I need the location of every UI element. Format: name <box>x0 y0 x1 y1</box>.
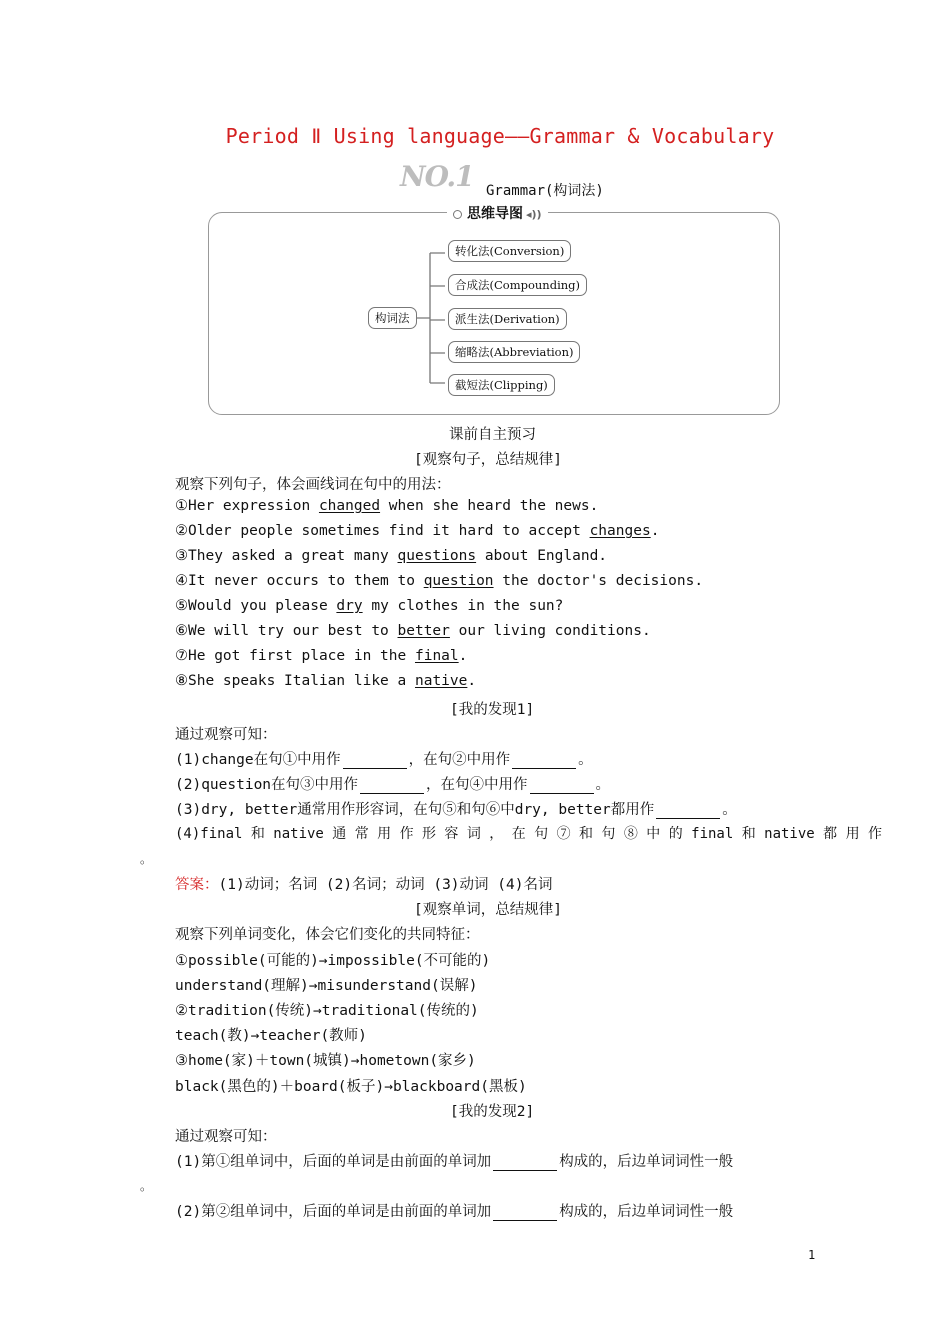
answer-blank[interactable] <box>493 1156 557 1171</box>
answer-blank[interactable] <box>512 754 576 769</box>
sentence-2: ②Older people sometimes find it hard to accept changes. <box>175 523 660 539</box>
answer-blank[interactable] <box>656 804 720 819</box>
speaker-icon: ◂)) <box>526 208 542 221</box>
word-line: ③home(家)＋town(城镇)→hometown(家乡) <box>175 1053 476 1069</box>
page-number: 1 <box>808 1248 816 1262</box>
word-line: black(黑色的)＋board(板子)→blackboard(黑板) <box>175 1079 527 1095</box>
sentence-3: ③They asked a great many questions about England. <box>175 548 608 564</box>
word-line: understand(理解)→misunderstand(误解) <box>175 978 478 994</box>
page-title: Period Ⅱ Using language——Grammar & Vocabulary <box>225 124 775 148</box>
answer-blank[interactable] <box>530 779 594 794</box>
word-line: ①possible(可能的)→impossible(不可能的) <box>175 953 491 969</box>
rule-1-end: 。 <box>140 1179 153 1193</box>
mindmap-label <box>447 203 548 223</box>
answer-line <box>175 873 552 894</box>
rule-1: (1)第①组单词中，后面的单词是由前面的单词加 构成的，后边单词词性一般 <box>175 1154 734 1170</box>
part2-instruction: 观察下列单词变化，体会它们变化的共同特征： <box>175 927 480 943</box>
sentence-8: ⑧She speaks Italian like a native. <box>175 673 477 689</box>
sentence-1: ①Her expression changed when she heard the news. <box>175 498 599 514</box>
mindmap-branch: 截短法(Clipping) <box>448 374 555 396</box>
sentence-4: ④It never occurs to them to question the doctor's decisions. <box>175 573 704 589</box>
discovery-1-heading: [我的发现1] <box>450 702 535 718</box>
mindmap-branch: 转化法(Conversion) <box>448 240 571 262</box>
answer-blank[interactable] <box>493 1206 557 1221</box>
word-line: ②tradition(传统)→traditional(传统的) <box>175 1003 479 1019</box>
question-4: (4)final 和 native 通 常 用 作 形 容 词 ， 在 句 ⑦ 和 句 ⑧ 中 的 final 和 native 都 用 作 <box>175 826 883 842</box>
circle-icon <box>453 210 462 219</box>
mindmap-root: 构词法 <box>368 307 417 329</box>
mindmap-connector <box>415 240 445 395</box>
part1-heading: [观察句子，总结规律] <box>414 452 562 468</box>
discovery-2-heading: [我的发现2] <box>450 1104 535 1120</box>
word-line: teach(教)→teacher(教师) <box>175 1028 367 1044</box>
mindmap-branch: 缩略法(Abbreviation) <box>448 341 580 363</box>
question-3: (3)dry, better通常用作形容词，在句⑤和句⑥中dry, better都用作 。 <box>175 802 737 818</box>
part1-instruction: 观察下列句子，体会画线词在句中的用法： <box>175 477 451 493</box>
section-heading: Grammar(构词法) <box>486 183 604 199</box>
sentence-6: ⑥We will try our best to better our living conditions. <box>175 623 651 639</box>
mindmap-label-text: 思维导图 <box>467 206 523 222</box>
question-4-end: 。 <box>140 852 153 866</box>
answer-text: (1)动词；名词 (2)名词；动词 (3)动词 (4)名词 <box>218 877 553 893</box>
question-1: (1)change在句①中用作 ，在句②中用作 。 <box>175 752 593 768</box>
discovery-2-lead: 通过观察可知： <box>175 1129 277 1145</box>
mindmap-branch: 派生法(Derivation) <box>448 308 567 330</box>
answer-blank[interactable] <box>343 754 407 769</box>
mindmap-branch: 合成法(Compounding) <box>448 274 587 296</box>
question-2: (2)question在句③中用作 ，在句④中用作 。 <box>175 777 611 793</box>
sentence-7: ⑦He got first place in the final. <box>175 648 468 664</box>
part2-heading: [观察单词，总结规律] <box>414 902 562 918</box>
preview-heading: 课前自主预习 <box>449 427 536 443</box>
discovery-1-lead: 通过观察可知： <box>175 727 277 743</box>
section-badge: NO.1 <box>400 160 474 193</box>
answer-blank[interactable] <box>360 779 424 794</box>
rule-2: (2)第②组单词中，后面的单词是由前面的单词加 构成的，后边单词词性一般 <box>175 1204 734 1220</box>
sentence-5: ⑤Would you please dry my clothes in the sun? <box>175 598 564 614</box>
answer-label: 答案： <box>175 877 219 893</box>
